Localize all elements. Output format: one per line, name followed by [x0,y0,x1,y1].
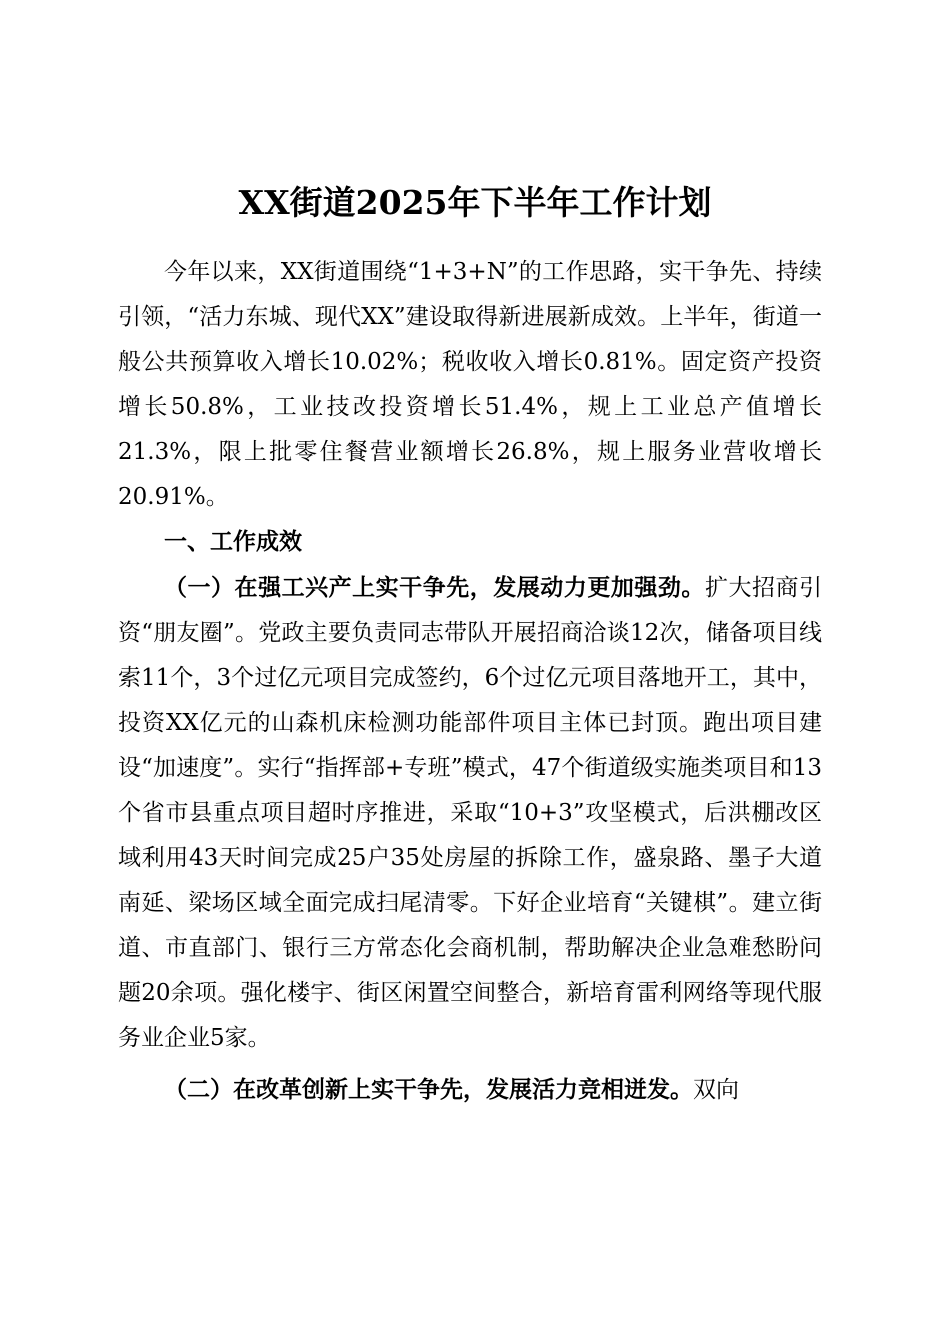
document-title: XX街道2025年下半年工作计划 [238,183,712,222]
document-body [118,250,822,1113]
subsection-heading-1: （一）在强工兴产上实干争先，发展动力更加强劲。 [164,574,705,601]
subsection-text-2: 双向 [693,1077,739,1103]
subsection-text-1: 扩大招商引资“朋友圈”。党政主要负责同志带队开展招商洽谈12次，储备项目线索11个，3个过亿元项目完成签约，6个过亿元项目落地开工，其中，投资XX亿元的山森机床检测功能部件项目主体已封顶。跑出项目建设“加速度”。实行“指挥部+专班”模式，47个街道级实施类项目和13个省市县重点项目超时序推进，采取“10+3”攻坚模式，后洪棚改区域利用43天时间完成25户35处房屋的拆除工作，盛泉路、墨子大道南延、梁场区域全面完成扫尾清零。下好企业培育“关键棋”。建立街道、市直部门、银行三方常态化会商机制，帮助解决企业急难愁盼问题20余项。强化楼宇、街区闲置空间整合，新培育雷利网络等现代服务业企业5家。 [118,575,823,1051]
subsection-paragraph-1 [118,565,822,1061]
subsection-paragraph-2 [118,1067,822,1113]
intro-paragraph: 今年以来，XX街道围绕“1+3+N”的工作思路，实干争先、持续引领，“活力东城、现代XX”建设取得新进展新成效。上半年，街道一般公共预算收入增长10.02%；税收收入增长0.81%。固定资产投资增长50.8%，工业技改投资增长51.4%，规上工业总产值增长21.3%，限上批零住餐营业额增长26.8%，规上服务业营收增长20.91%。 [118,259,822,510]
subsection-heading-2: （二）在改革创新上实干争先，发展活力竞相迸发。 [164,1076,693,1103]
section-heading-1: 一、工作成效 [164,529,302,555]
